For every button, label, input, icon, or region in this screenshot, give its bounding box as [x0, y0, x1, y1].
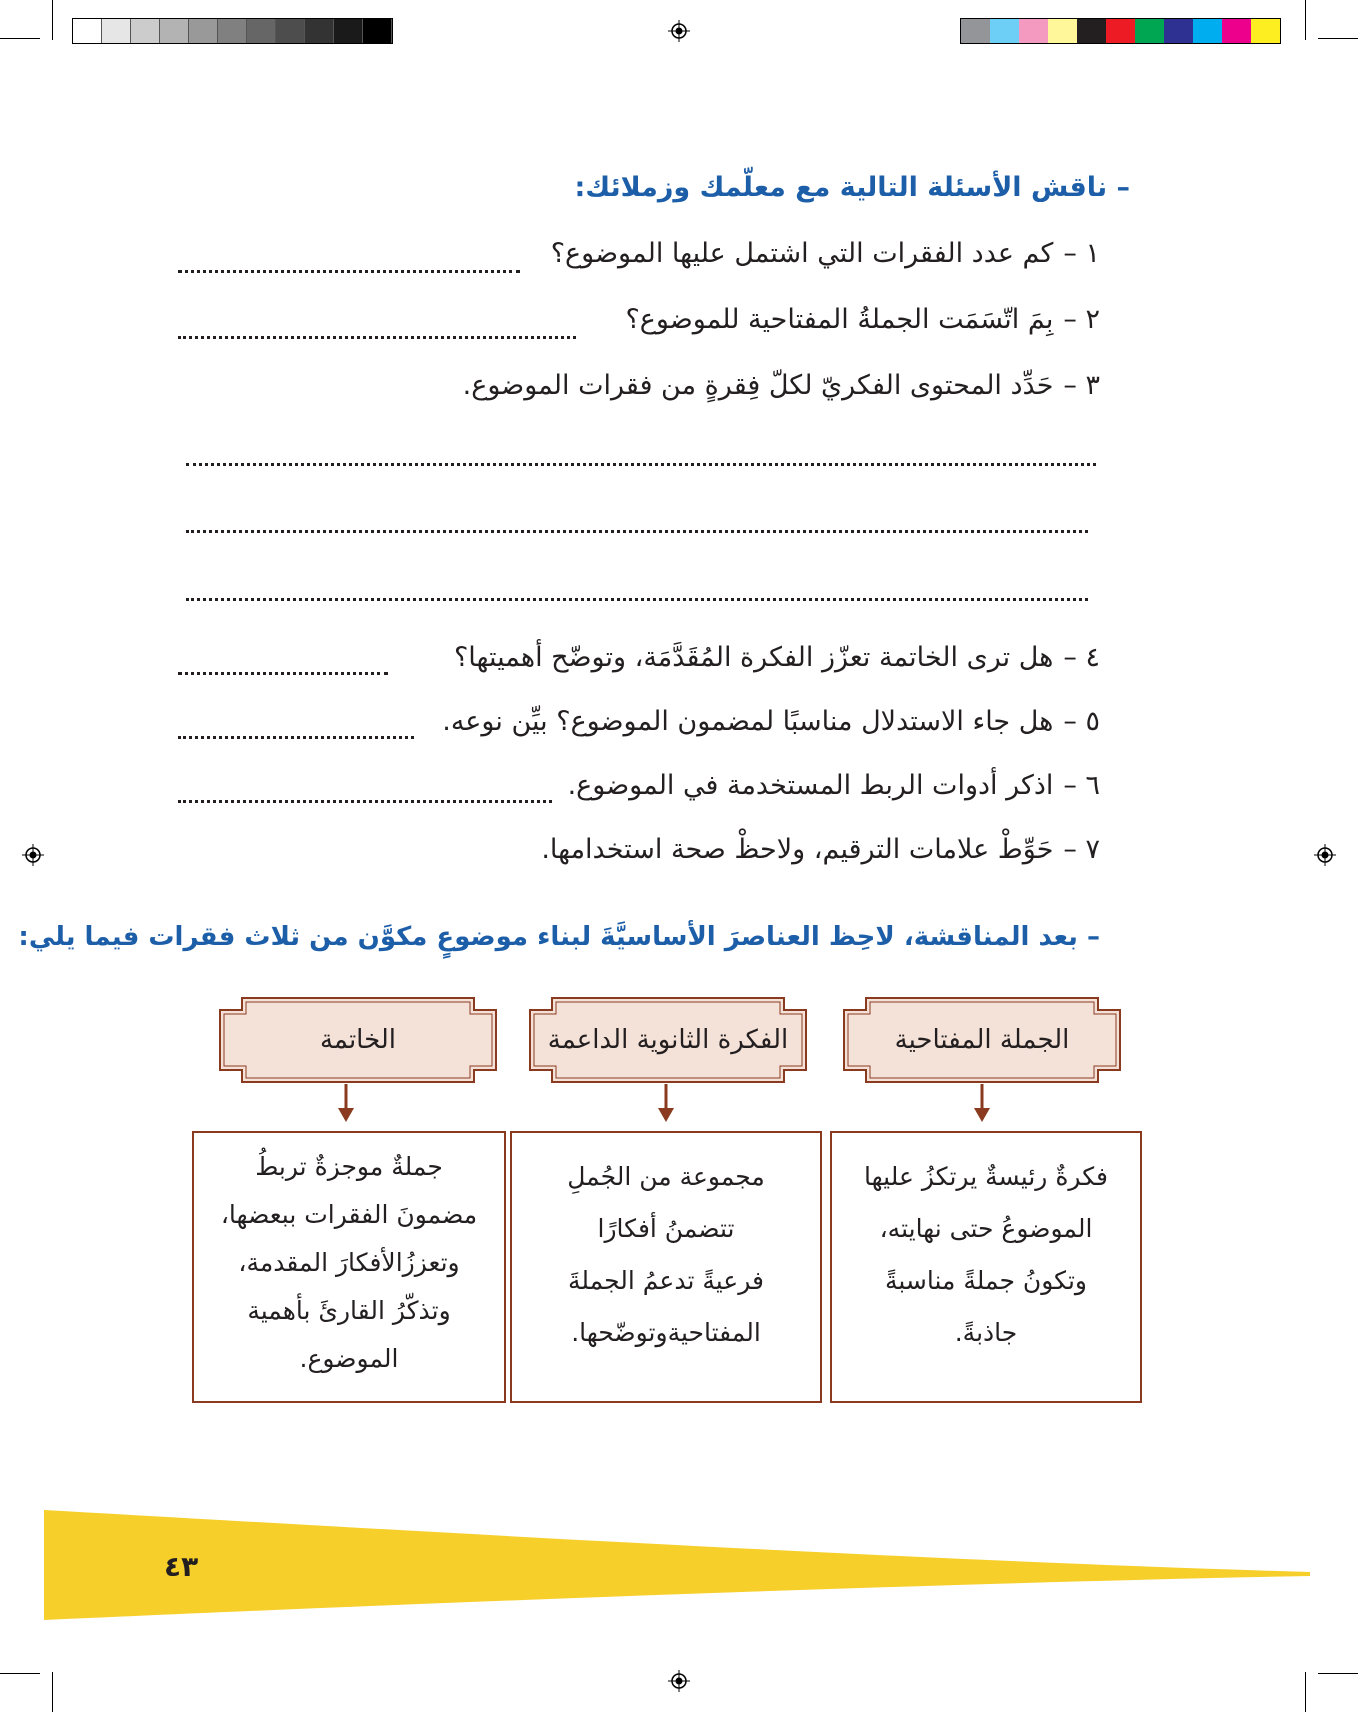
registration-mark-icon	[668, 20, 690, 42]
color-swatch	[1164, 19, 1193, 43]
color-swatch	[1077, 19, 1106, 43]
section-heading-elements: – بعد المناقشة، لاحِظ العناصرَ الأساسيَّةَ لبناء موضوعٍ مكوَّن من ثلاث فقرات فيما يلي:	[18, 922, 1100, 952]
color-swatch	[1019, 19, 1048, 43]
question-5	[442, 706, 1100, 737]
question-number: ٣ –	[1063, 370, 1100, 401]
box-line: وتعززُالأفكارَ المقدمة،	[238, 1248, 460, 1277]
question-text: اذكر أدوات الربط المستخدمة في الموضوع.	[567, 770, 1054, 801]
grayscale-swatch	[160, 19, 189, 43]
grayscale-swatch	[305, 19, 334, 43]
answer-line[interactable]	[186, 598, 1088, 601]
registration-mark-icon	[668, 1670, 690, 1692]
box-line: الموضوعُ حتى نهايته،	[879, 1214, 1093, 1243]
answer-line[interactable]	[178, 672, 388, 675]
color-swatch	[1135, 19, 1164, 43]
crop-mark	[0, 1673, 40, 1674]
answer-line[interactable]	[178, 270, 520, 273]
box-line: تتضمنُ أفكارًا	[597, 1214, 735, 1243]
grayscale-swatch	[218, 19, 247, 43]
answer-line[interactable]	[178, 736, 414, 739]
grayscale-swatch	[276, 19, 305, 43]
color-swatch	[961, 19, 990, 43]
question-number: ٢ –	[1063, 304, 1100, 335]
color-swatch	[1251, 19, 1280, 43]
color-swatch	[1193, 19, 1222, 43]
grayscale-swatch	[73, 19, 102, 43]
box-line: مضمونَ الفقرات ببعضها،	[220, 1200, 478, 1229]
question-3	[463, 370, 1100, 401]
box-line: وتذكّرُ القارئَ بأهمية	[247, 1296, 451, 1325]
diagram-box-key-sentence	[830, 1131, 1142, 1403]
question-text: حَوِّطْ علامات الترقيم، ولاحظْ صحة استخدامها.	[541, 834, 1054, 865]
grayscale-swatch	[189, 19, 218, 43]
grayscale-swatch	[131, 19, 160, 43]
question-1	[551, 238, 1100, 269]
question-text: هل جاء الاستدلال مناسبًا لمضمون الموضوع؟ بيِّن نوعه.	[442, 706, 1054, 737]
crop-mark	[0, 38, 40, 39]
box-line: المفتاحيةوتوضّحها.	[571, 1318, 761, 1347]
color-swatch	[1222, 19, 1251, 43]
question-number: ٥ –	[1063, 706, 1100, 737]
registration-mark-icon	[1314, 844, 1336, 866]
crop-mark	[1305, 0, 1306, 40]
color-swatch	[1106, 19, 1135, 43]
diagram-title-conclusion: الخاتمة	[319, 1025, 397, 1055]
box-line: جملةٌ موجزةٌ تربطُ	[255, 1152, 443, 1181]
color-swatch	[990, 19, 1019, 43]
question-text: بِمَ اتّسَمَت الجملةُ المفتاحية للموضوع؟	[625, 304, 1054, 335]
box-line: مجموعة من الجُملِ	[567, 1162, 765, 1191]
diagram-title-key-sentence: الجملة المفتاحية	[894, 1025, 1070, 1055]
box-line: الموضوع.	[299, 1344, 399, 1373]
footer-yellow-band	[0, 1500, 1358, 1650]
diagram-box-supporting-idea	[510, 1131, 822, 1403]
question-7	[541, 834, 1100, 865]
diagram-title-supporting-idea: الفكرة الثانوية الداعمة	[547, 1025, 789, 1055]
question-number: ١ –	[1063, 238, 1100, 269]
grayscale-bar	[72, 18, 393, 44]
box-line: فرعيةً تدعمُ الجملةَ	[568, 1266, 764, 1295]
registration-mark-icon	[22, 844, 44, 866]
question-text: كم عدد الفقرات التي اشتمل عليها الموضوع؟	[550, 238, 1054, 269]
question-6	[568, 770, 1100, 801]
box-line: وتكونُ جملةً مناسبةً	[884, 1266, 1088, 1295]
crop-mark	[52, 1672, 53, 1712]
grayscale-swatch	[102, 19, 131, 43]
crop-mark	[1318, 38, 1358, 39]
diagram-box-conclusion	[192, 1131, 506, 1403]
answer-line[interactable]	[186, 463, 1096, 466]
section-heading-discuss: – ناقش الأسئلة التالية مع معلّمك وزملائك:	[574, 172, 1130, 203]
box-line: فكرةٌ رئيسةٌ يرتكزُ عليها	[864, 1162, 1108, 1191]
answer-line[interactable]	[178, 800, 552, 803]
question-text: حَدِّد المحتوى الفكريّ لكلّ فِقرةٍ من فقرات الموضوع.	[462, 370, 1054, 401]
down-arrow-icon	[656, 1084, 676, 1124]
grayscale-swatch	[363, 19, 392, 43]
answer-line[interactable]	[178, 336, 576, 339]
color-swatch	[1048, 19, 1077, 43]
box-line: جاذبةً.	[954, 1318, 1018, 1347]
page-number: ٤٣	[164, 1550, 199, 1583]
question-number: ٦ –	[1063, 770, 1100, 801]
question-4	[454, 642, 1100, 673]
crop-mark	[52, 0, 53, 40]
down-arrow-icon	[972, 1084, 992, 1124]
grayscale-swatch	[334, 19, 363, 43]
answer-line[interactable]	[186, 530, 1088, 533]
question-number: ٤ –	[1063, 642, 1100, 673]
down-arrow-icon	[336, 1084, 356, 1124]
question-2	[625, 304, 1100, 335]
question-text: هل ترى الخاتمة تعزّز الفكرة المُقَدَّمَة، وتوضّح أهميتها؟	[453, 642, 1054, 673]
color-bar	[960, 18, 1281, 44]
crop-mark	[1318, 1673, 1358, 1674]
question-number: ٧ –	[1063, 834, 1100, 865]
crop-mark	[1305, 1672, 1306, 1712]
grayscale-swatch	[247, 19, 276, 43]
